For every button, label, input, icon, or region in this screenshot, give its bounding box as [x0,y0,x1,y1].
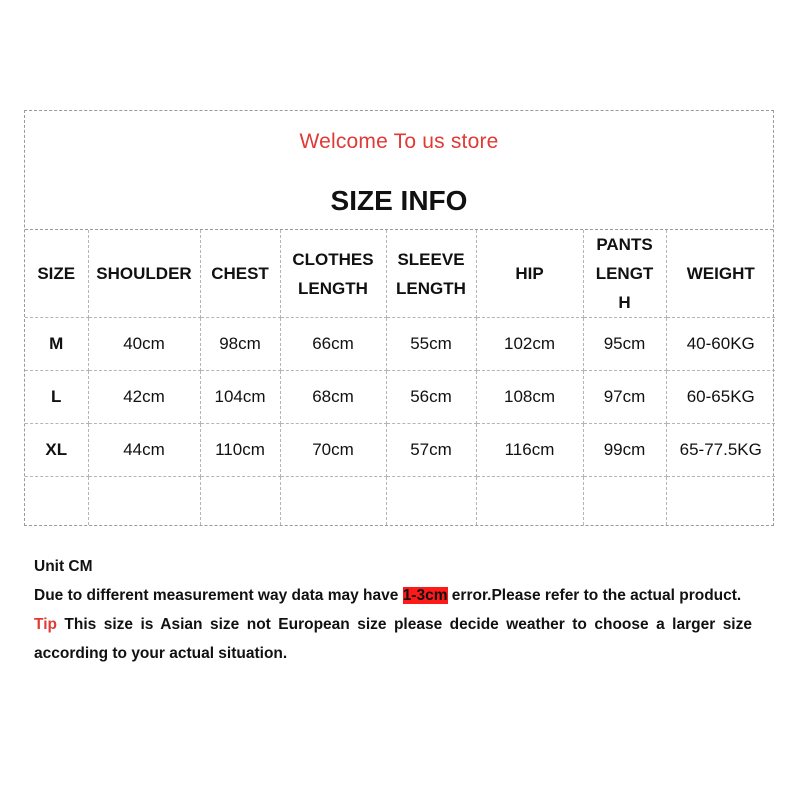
table-row [25,318,775,371]
column-header-line: LENGTH [298,278,368,298]
value-cell: 40cm [88,318,200,371]
value-cell: 95cm [583,318,666,371]
column-header [25,230,88,318]
value-cell: 97cm [583,371,666,424]
value-cell: 65-77.5KG [666,424,775,477]
size-cell: XL [25,424,88,477]
tip-label: Tip [34,616,57,633]
value-cell: 44cm [88,424,200,477]
column-header-line: SIZE [37,264,76,283]
value-cell: 56cm [386,371,476,424]
table-row [25,424,775,477]
measurement-note-text-end: error.Please refer to the actual product. [447,587,742,604]
header-row [25,230,775,318]
column-header-line: LENGT [595,264,654,283]
size-table [25,230,775,525]
value-cell: 66cm [280,318,386,371]
value-cell [583,477,666,525]
column-header-line: SHOULDER [96,264,192,283]
size-cell [25,477,88,525]
column-header-line: CHEST [211,264,269,283]
tip-note [34,610,752,668]
size-cell: M [25,318,88,371]
value-cell: 68cm [280,371,386,424]
value-cell: 104cm [200,371,280,424]
value-cell: 108cm [476,371,583,424]
column-header [583,230,666,318]
column-header [386,230,476,318]
column-header [200,230,280,318]
welcome-heading: Welcome To us store [299,130,499,153]
value-cell [280,477,386,525]
error-range-highlight: 1-3cm [402,587,448,604]
value-cell: 57cm [386,424,476,477]
value-cell [476,477,583,525]
tip-text: This size is Asian size not European size please decide weather to choose a larger size according to your actual situation. [34,616,752,662]
value-cell [666,477,775,525]
column-header-line: H [618,293,631,312]
value-cell: 116cm [476,424,583,477]
value-cell: 55cm [386,318,476,371]
value-cell [200,477,280,525]
column-header [88,230,200,318]
size-chart [24,110,774,526]
value-cell [386,477,476,525]
size-info-title: SIZE INFO [25,173,773,230]
column-header [666,230,775,318]
measurement-note [34,581,752,610]
column-header-line: WEIGHT [686,264,755,283]
column-header [476,230,583,318]
column-header-line: LENGTH [396,278,466,298]
unit-note: Unit CM [34,558,93,575]
column-header-line: SLEEVE [397,249,465,269]
table-row [25,371,775,424]
value-cell: 60-65KG [666,371,775,424]
value-cell: 70cm [280,424,386,477]
value-cell [88,477,200,525]
column-header [280,230,386,318]
value-cell: 102cm [476,318,583,371]
value-cell: 40-60KG [666,318,775,371]
value-cell: 42cm [88,371,200,424]
column-header-line: CLOTHES [292,249,374,269]
table-row [25,477,775,525]
measurement-note-text: Due to different measurement way data may have [34,587,403,604]
value-cell: 99cm [583,424,666,477]
size-cell: L [25,371,88,424]
value-cell: 110cm [200,424,280,477]
column-header-line: PANTS [596,235,653,254]
column-header-line: HIP [515,264,544,283]
size-notes [34,552,752,668]
value-cell: 98cm [200,318,280,371]
